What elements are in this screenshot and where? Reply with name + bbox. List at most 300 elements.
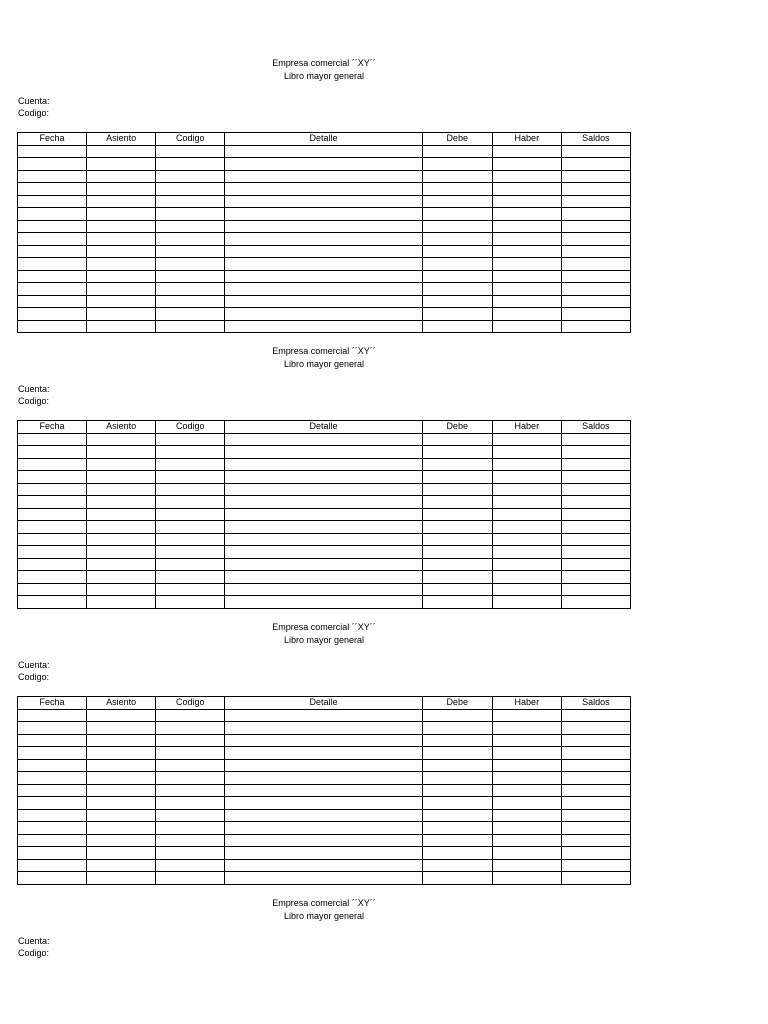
table-row [18, 709, 631, 722]
col-debe-header: Debe [422, 421, 492, 434]
table-cell [561, 295, 630, 308]
table-cell [492, 558, 561, 571]
company-title: Empresa comercial ´´XY´´ [272, 622, 376, 632]
table-cell [225, 446, 422, 459]
col-saldos-header: Saldos [561, 133, 630, 146]
table-cell [156, 747, 225, 760]
table-cell [87, 483, 156, 496]
table-cell [18, 220, 87, 233]
table-cell [18, 734, 87, 747]
table-cell [87, 145, 156, 158]
table-cell [87, 446, 156, 459]
table-cell [225, 483, 422, 496]
table-cell [156, 809, 225, 822]
table-cell [156, 521, 225, 534]
table-row [18, 245, 631, 258]
table-cell [225, 822, 422, 835]
table-cell [225, 320, 422, 333]
table-cell [225, 508, 422, 521]
table-cell [87, 533, 156, 546]
table-cell [492, 483, 561, 496]
header-row [18, 421, 631, 434]
table-cell [156, 709, 225, 722]
table-cell [225, 158, 422, 171]
table-cell [87, 496, 156, 509]
table-cell [422, 433, 492, 446]
table-row [18, 533, 631, 546]
table-cell [561, 747, 630, 760]
table-cell [225, 596, 422, 609]
table-cell [561, 483, 630, 496]
table-cell [156, 245, 225, 258]
table-cell [156, 183, 225, 196]
table-cell [422, 458, 492, 471]
table-cell [561, 571, 630, 584]
table-row [18, 295, 631, 308]
table-cell [422, 859, 492, 872]
table-row [18, 496, 631, 509]
table-cell [422, 834, 492, 847]
table-cell [561, 320, 630, 333]
table-cell [422, 170, 492, 183]
table-cell [156, 208, 225, 221]
table-row [18, 145, 631, 158]
table-cell [492, 195, 561, 208]
table-cell [561, 245, 630, 258]
table-cell [87, 258, 156, 271]
table-cell [492, 872, 561, 885]
table-cell [87, 158, 156, 171]
table-cell [561, 546, 630, 559]
table-cell [225, 233, 422, 246]
table-row [18, 784, 631, 797]
table-cell [87, 320, 156, 333]
table-cell [492, 521, 561, 534]
col-haber-header: Haber [492, 697, 561, 710]
table-cell [156, 558, 225, 571]
table-cell [492, 170, 561, 183]
table-cell [156, 759, 225, 772]
table-cell [422, 245, 492, 258]
table-cell [561, 208, 630, 221]
table-row [18, 233, 631, 246]
table-cell [225, 245, 422, 258]
col-codigo-header: Codigo [156, 133, 225, 146]
table-cell [561, 446, 630, 459]
table-cell [422, 784, 492, 797]
table-cell [492, 822, 561, 835]
table-cell [87, 220, 156, 233]
table-cell [156, 433, 225, 446]
table-cell [561, 759, 630, 772]
table-cell [422, 822, 492, 835]
table-cell [156, 283, 225, 296]
table-cell [87, 245, 156, 258]
table-cell [492, 270, 561, 283]
table-cell [225, 521, 422, 534]
table-cell [561, 583, 630, 596]
table-cell [422, 596, 492, 609]
table-cell [422, 295, 492, 308]
table-cell [18, 183, 87, 196]
table-row [18, 471, 631, 484]
table-cell [225, 747, 422, 760]
table-row [18, 583, 631, 596]
table-cell [18, 759, 87, 772]
table-cell [18, 747, 87, 760]
col-asiento-header: Asiento [87, 421, 156, 434]
header-row [18, 133, 631, 146]
table-cell [18, 834, 87, 847]
table-cell [561, 308, 630, 321]
table-cell [225, 834, 422, 847]
table-cell [87, 558, 156, 571]
table-cell [422, 258, 492, 271]
table-cell [492, 847, 561, 860]
table-cell [156, 458, 225, 471]
col-fecha-header: Fecha [18, 697, 87, 710]
table-row [18, 546, 631, 559]
table-cell [422, 446, 492, 459]
table-cell [18, 458, 87, 471]
table-cell [492, 809, 561, 822]
table-cell [156, 583, 225, 596]
table-cell [492, 583, 561, 596]
table-cell [561, 533, 630, 546]
table-cell [422, 208, 492, 221]
table-cell [225, 546, 422, 559]
table-row [18, 834, 631, 847]
table-cell [492, 208, 561, 221]
table-row [18, 308, 631, 321]
ledger-table [17, 420, 631, 609]
table-cell [422, 158, 492, 171]
table-cell [492, 433, 561, 446]
table-cell [225, 270, 422, 283]
table-row [18, 433, 631, 446]
table-cell [225, 258, 422, 271]
table-cell [492, 308, 561, 321]
table-cell [422, 270, 492, 283]
table-cell [87, 747, 156, 760]
col-asiento-header: Asiento [87, 133, 156, 146]
table-cell [18, 571, 87, 584]
table-cell [156, 471, 225, 484]
table-cell [156, 822, 225, 835]
table-cell [492, 458, 561, 471]
table-cell [225, 283, 422, 296]
table-cell [156, 772, 225, 785]
table-row [18, 258, 631, 271]
table-cell [422, 533, 492, 546]
table-cell [225, 533, 422, 546]
table-cell [561, 558, 630, 571]
table-cell [156, 546, 225, 559]
table-cell [225, 772, 422, 785]
table-cell [87, 596, 156, 609]
table-cell [156, 483, 225, 496]
table-cell [492, 834, 561, 847]
table-cell [18, 596, 87, 609]
table-cell [18, 158, 87, 171]
table-cell [18, 295, 87, 308]
table-cell [561, 158, 630, 171]
table-cell [225, 722, 422, 735]
table-cell [18, 283, 87, 296]
table-cell [561, 722, 630, 735]
table-row [18, 283, 631, 296]
table-cell [422, 734, 492, 747]
table-row [18, 458, 631, 471]
table-cell [422, 759, 492, 772]
table-cell [561, 521, 630, 534]
table-cell [156, 195, 225, 208]
table-cell [492, 772, 561, 785]
table-cell [18, 270, 87, 283]
table-row [18, 809, 631, 822]
table-cell [156, 270, 225, 283]
table-cell [225, 220, 422, 233]
table-cell [422, 220, 492, 233]
table-cell [422, 483, 492, 496]
table-cell [156, 847, 225, 860]
table-cell [422, 709, 492, 722]
table-cell [87, 270, 156, 283]
table-row [18, 847, 631, 860]
table-cell [87, 183, 156, 196]
table-cell [492, 283, 561, 296]
table-cell [225, 458, 422, 471]
table-cell [156, 596, 225, 609]
table-cell [422, 183, 492, 196]
table-cell [156, 508, 225, 521]
table-row [18, 571, 631, 584]
table-cell [156, 446, 225, 459]
table-cell [422, 521, 492, 534]
table-cell [156, 158, 225, 171]
table-cell [492, 446, 561, 459]
table-row [18, 158, 631, 171]
col-codigo-header: Codigo [156, 421, 225, 434]
table-cell [492, 145, 561, 158]
table-cell [422, 471, 492, 484]
table-cell [492, 471, 561, 484]
table-cell [422, 496, 492, 509]
table-cell [492, 320, 561, 333]
table-cell [87, 784, 156, 797]
table-cell [18, 446, 87, 459]
table-row [18, 596, 631, 609]
table-cell [87, 834, 156, 847]
col-debe-header: Debe [422, 133, 492, 146]
book-title: Libro mayor general [283, 71, 365, 81]
table-cell [492, 158, 561, 171]
table-cell [561, 859, 630, 872]
table-cell [561, 258, 630, 271]
table-cell [492, 784, 561, 797]
table-cell [561, 709, 630, 722]
table-cell [18, 797, 87, 810]
col-codigo-header: Codigo [156, 697, 225, 710]
table-cell [422, 508, 492, 521]
table-cell [225, 571, 422, 584]
account-label: Cuenta: [18, 384, 50, 394]
table-cell [561, 183, 630, 196]
company-title: Empresa comercial ´´XY´´ [272, 58, 376, 68]
table-row [18, 859, 631, 872]
table-cell [561, 496, 630, 509]
table-cell [422, 797, 492, 810]
table-cell [492, 183, 561, 196]
table-cell [561, 471, 630, 484]
table-cell [87, 822, 156, 835]
table-cell [18, 308, 87, 321]
table-cell [156, 320, 225, 333]
ledger-table [17, 696, 631, 885]
table-cell [18, 822, 87, 835]
table-cell [87, 508, 156, 521]
table-cell [492, 734, 561, 747]
table-cell [18, 258, 87, 271]
table-cell [561, 872, 630, 885]
table-row [18, 270, 631, 283]
table-cell [422, 308, 492, 321]
table-cell [225, 195, 422, 208]
table-row [18, 797, 631, 810]
table-cell [18, 521, 87, 534]
table-cell [561, 195, 630, 208]
table-cell [156, 233, 225, 246]
code-label: Codigo: [18, 396, 50, 406]
table-cell [18, 233, 87, 246]
table-cell [156, 145, 225, 158]
table-cell [156, 170, 225, 183]
table-cell [18, 784, 87, 797]
table-cell [87, 772, 156, 785]
table-cell [422, 320, 492, 333]
table-cell [492, 546, 561, 559]
table-cell [225, 784, 422, 797]
col-haber-header: Haber [492, 421, 561, 434]
table-cell [225, 583, 422, 596]
table-cell [225, 872, 422, 885]
table-cell [18, 245, 87, 258]
table-cell [87, 797, 156, 810]
table-cell [156, 533, 225, 546]
table-cell [225, 145, 422, 158]
table-cell [87, 546, 156, 559]
table-cell [225, 170, 422, 183]
book-title: Libro mayor general [283, 911, 365, 921]
table-cell [561, 797, 630, 810]
table-cell [422, 583, 492, 596]
table-cell [225, 433, 422, 446]
table-cell [18, 722, 87, 735]
table-cell [561, 734, 630, 747]
table-cell [225, 558, 422, 571]
table-cell [561, 170, 630, 183]
table-cell [156, 220, 225, 233]
table-cell [422, 872, 492, 885]
table-cell [561, 220, 630, 233]
table-cell [422, 283, 492, 296]
ledger-table [17, 132, 631, 333]
table-cell [156, 496, 225, 509]
table-cell [492, 258, 561, 271]
table-cell [156, 258, 225, 271]
table-cell [225, 471, 422, 484]
table-cell [422, 558, 492, 571]
table-cell [422, 546, 492, 559]
table-cell [492, 859, 561, 872]
table-cell [18, 533, 87, 546]
table-cell [561, 283, 630, 296]
table-cell [18, 709, 87, 722]
table-cell [87, 847, 156, 860]
table-row [18, 320, 631, 333]
table-cell [492, 722, 561, 735]
table-cell [87, 283, 156, 296]
table-cell [225, 709, 422, 722]
table-cell [561, 596, 630, 609]
col-fecha-header: Fecha [18, 421, 87, 434]
table-cell [225, 208, 422, 221]
company-title: Empresa comercial ´´XY´´ [272, 346, 376, 356]
col-detalle-header: Detalle [225, 697, 422, 710]
table-cell [156, 797, 225, 810]
table-row [18, 558, 631, 571]
table-cell [87, 308, 156, 321]
table-cell [156, 784, 225, 797]
table-cell [18, 483, 87, 496]
table-cell [18, 546, 87, 559]
table-cell [87, 709, 156, 722]
table-cell [156, 859, 225, 872]
table-cell [18, 433, 87, 446]
table-cell [18, 847, 87, 860]
table-cell [156, 571, 225, 584]
col-debe-header: Debe [422, 697, 492, 710]
table-cell [225, 797, 422, 810]
table-cell [18, 145, 87, 158]
table-cell [225, 183, 422, 196]
table-cell [156, 834, 225, 847]
table-cell [561, 270, 630, 283]
table-cell [422, 145, 492, 158]
table-cell [87, 809, 156, 822]
table-cell [225, 809, 422, 822]
table-cell [561, 433, 630, 446]
table-cell [225, 759, 422, 772]
table-cell [87, 208, 156, 221]
table-cell [87, 433, 156, 446]
table-row [18, 734, 631, 747]
col-asiento-header: Asiento [87, 697, 156, 710]
col-haber-header: Haber [492, 133, 561, 146]
table-cell [492, 295, 561, 308]
table-cell [492, 233, 561, 246]
table-cell [87, 458, 156, 471]
table-cell [422, 722, 492, 735]
table-cell [18, 583, 87, 596]
table-cell [225, 734, 422, 747]
table-cell [561, 233, 630, 246]
table-row [18, 183, 631, 196]
table-cell [492, 571, 561, 584]
table-row [18, 822, 631, 835]
table-cell [18, 320, 87, 333]
code-label: Codigo: [18, 948, 50, 958]
